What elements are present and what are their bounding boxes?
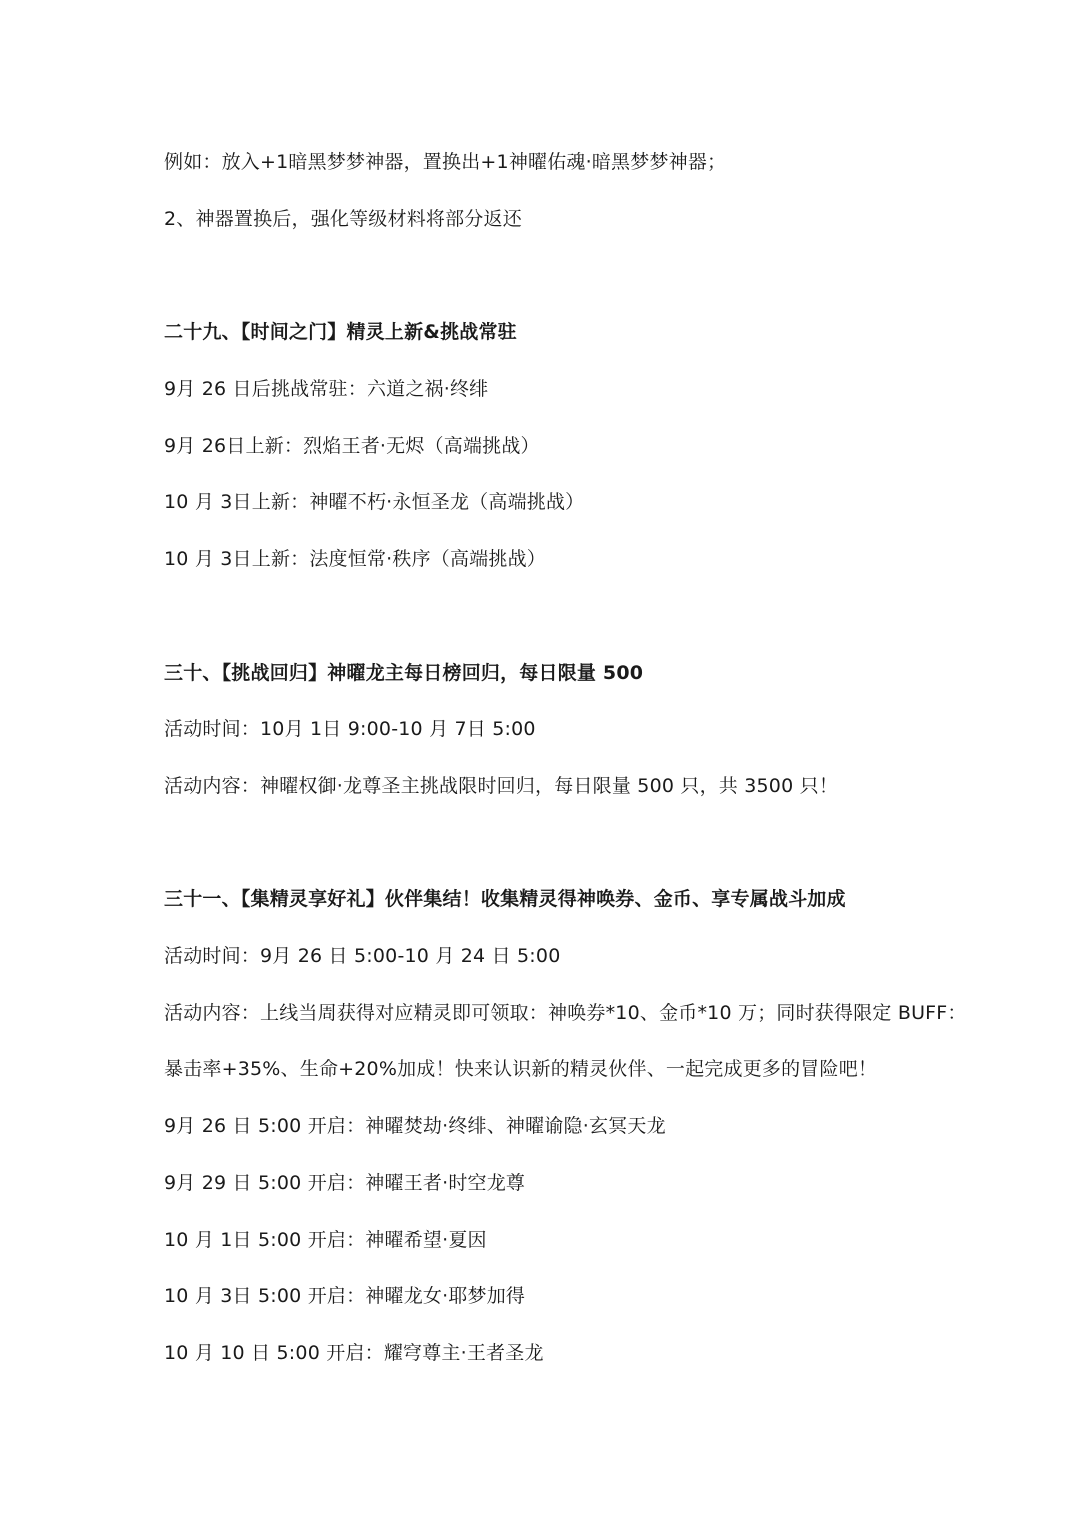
section-31-content: 活动内容：上线当周获得对应精灵即可领取：神唤券*10、金币*10 万；同时获得限定 BUFF： [164, 1002, 967, 1024]
section-29-heading: 二十九、【时间之门】精灵上新&挑战常驻 [164, 321, 517, 343]
section-31-schedule-item: 10 月 1日 5:00 开启：神曜希望·夏因 [164, 1229, 487, 1251]
section-31-schedule-item: 9月 29 日 5:00 开启：神曜王者·时空龙尊 [164, 1172, 526, 1194]
section-31-heading: 三十一、【集精灵享好礼】伙伴集结！收集精灵得神唤券、金币、享专属战斗加成 [164, 888, 846, 910]
section-31-schedule-item: 10 月 3日 5:00 开启：神曜龙女·耶梦加得 [164, 1285, 526, 1307]
section-29-item: 9月 26 日后挑战常驻：六道之祸·终绯 [164, 378, 489, 400]
section-29-item: 10 月 3日上新：神曜不朽·永恒圣龙（高端挑战） [164, 491, 585, 513]
example-text: 例如：放入+1暗黑梦梦神器，置换出+1神曜佑魂·暗黑梦梦神器； [164, 151, 727, 173]
section-31-schedule-item: 9月 26 日 5:00 开启：神曜焚劫·终绯、神曜谕隐·玄冥天龙 [164, 1115, 666, 1137]
section-30-content: 活动内容：神曜权御·龙尊圣主挑战限时回归，每日限量 500 只，共 3500 只！ [164, 775, 839, 797]
section-30-time: 活动时间：10月 1日 9:00-10 月 7日 5:00 [164, 718, 536, 740]
section-29-item: 10 月 3日上新：法度恒常·秩序（高端挑战） [164, 548, 546, 570]
section-30-heading: 三十、【挑战回归】神曜龙主每日榜回归，每日限量 500 [164, 662, 644, 684]
section-31-time: 活动时间：9月 26 日 5:00-10 月 24 日 5:00 [164, 945, 561, 967]
artifact-note: 2、神器置换后，强化等级材料将部分返还 [164, 208, 522, 230]
section-31-schedule-item: 10 月 10 日 5:00 开启：耀穹尊主·王者圣龙 [164, 1342, 544, 1364]
section-31-content-continued: 暴击率+35%、生命+20%加成！快来认识新的精灵伙伴、一起完成更多的冒险吧！ [164, 1058, 878, 1080]
section-29-item: 9月 26日上新：烈焰王者·无烬（高端挑战） [164, 435, 540, 457]
